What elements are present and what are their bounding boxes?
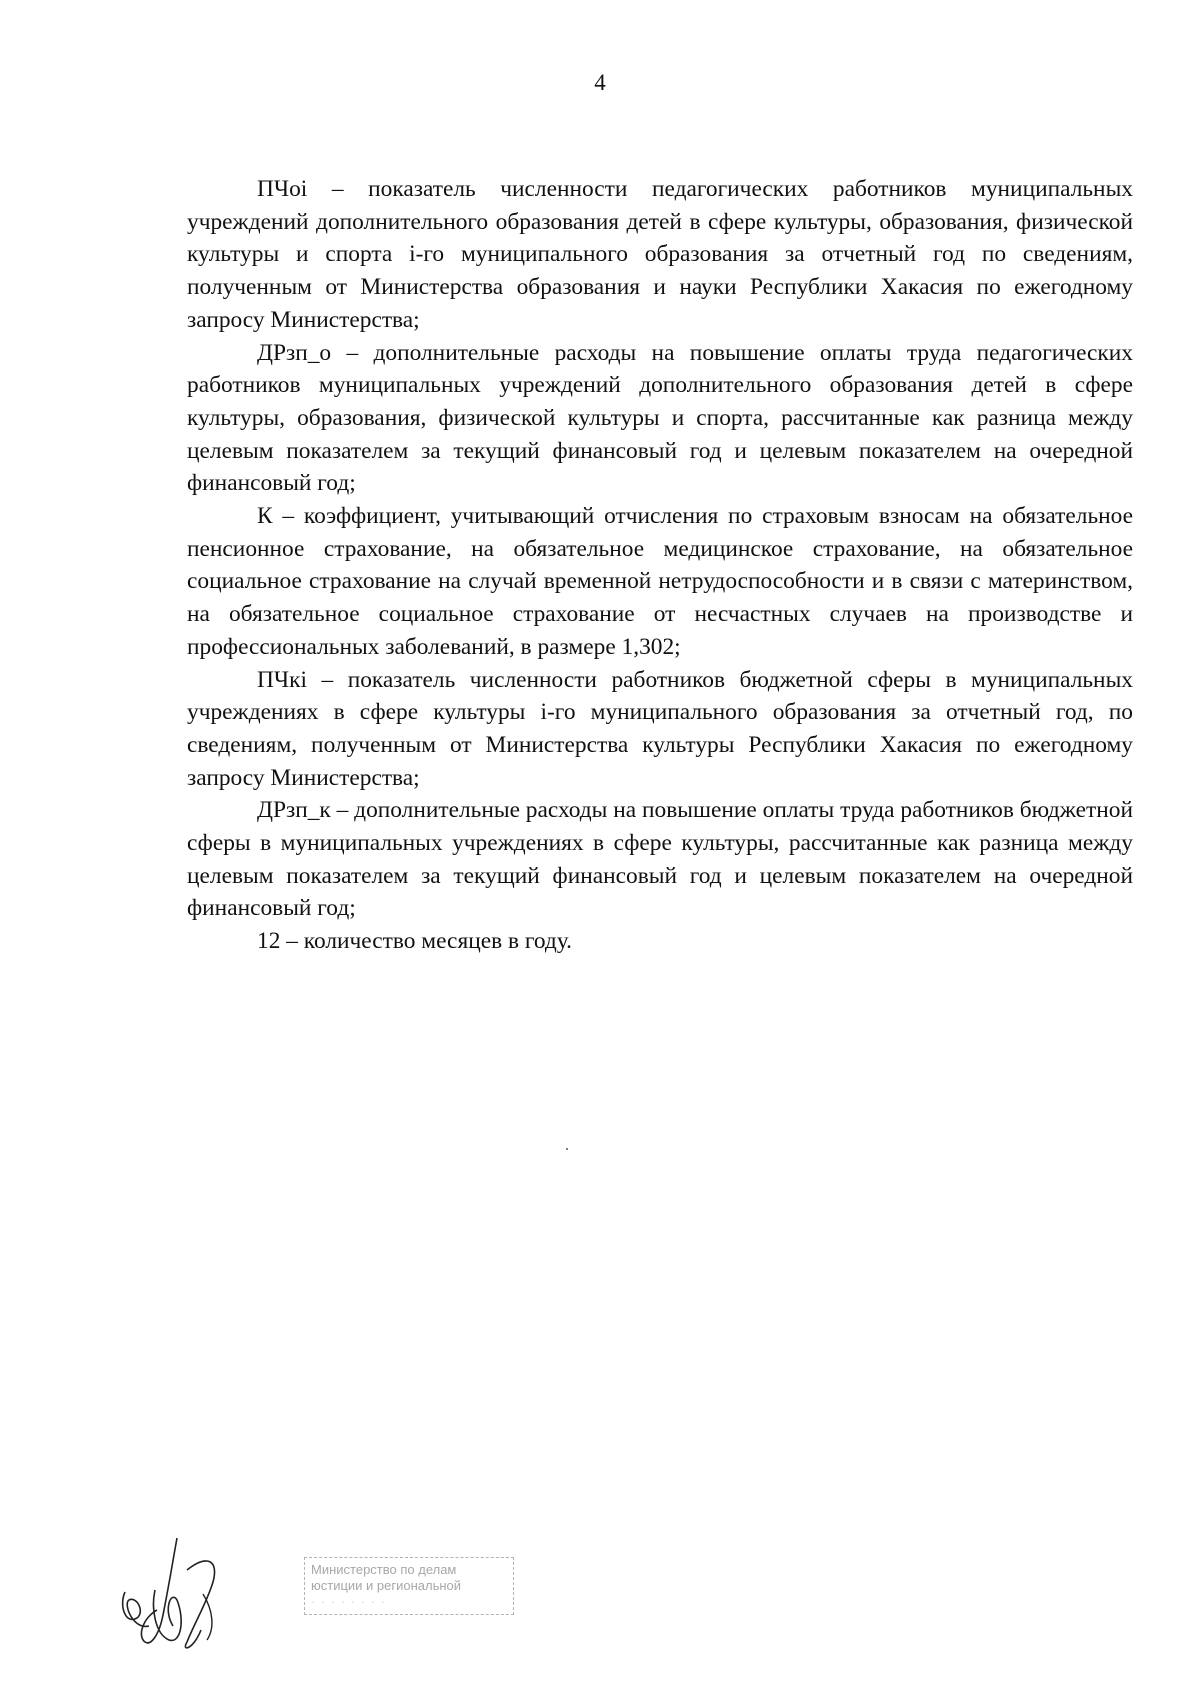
scan-speck [566, 1148, 568, 1150]
registration-stamp [304, 1557, 514, 1615]
definition-k: К – коэффициент, учитывающий отчисления по страховым взносам на обязательное пенсионное страхование, на обязательное медицинское страхование, на обязательное социальное страхование на случай временной нетрудоспособности и в связи с материнством, на обязательное социальное страхование от несчастных случаев на производстве и профессиональных заболеваний, в размере 1,302; [187, 503, 1133, 660]
stamp-line-3: · · · · · · · · [311, 1594, 386, 1609]
document-body [187, 173, 1133, 958]
stamp-line-1: Министерство по делам [311, 1562, 457, 1577]
definition-months: 12 – количество месяцев в году. [257, 928, 573, 955]
definition-pchoi: ПЧоi – показатель численности педагогических работников муниципальных учреждений дополнительного образования детей в сфере культуры, образования, физической культуры и спорта i-го муниципального образования за отчетный год по сведениям, полученным от Министерства образования и науки Республики Хакасия по ежегодному запросу Министерства; [187, 176, 1133, 333]
signature-image [115, 1530, 235, 1650]
page-number: 4 [594, 70, 606, 95]
definition-drzp-o: ДРзп_о – дополнительные расходы на повышение оплаты труда педагогических работников муниципальных учреждений дополнительного образования детей в сфере культуры, образования, физической культуры и спорта, рассчитанные как разница между целевым показателем за текущий финансовый год и целевым показателем на очередной финансовый год; [187, 339, 1133, 497]
definition-pchki: ПЧкi – показатель численности работников бюджетной сферы в муниципальных учреждениях в сфере культуры i-го муниципального образования за отчетный год, по сведениям, полученным от Министерства культуры Республики Хакасия по ежегодному запросу Министерства; [187, 666, 1133, 791]
stamp-line-2: юстиции и региональной [311, 1578, 462, 1593]
definition-drzp-k: ДРзп_к – дополнительные расходы на повышение оплаты труда работников бюджетной сферы в муниципальных учреждениях в сфере культуры, рассчитанные как разница между целевым показателем за текущий финансовый год и целевым показателем на очередной финансовый год; [187, 797, 1133, 922]
